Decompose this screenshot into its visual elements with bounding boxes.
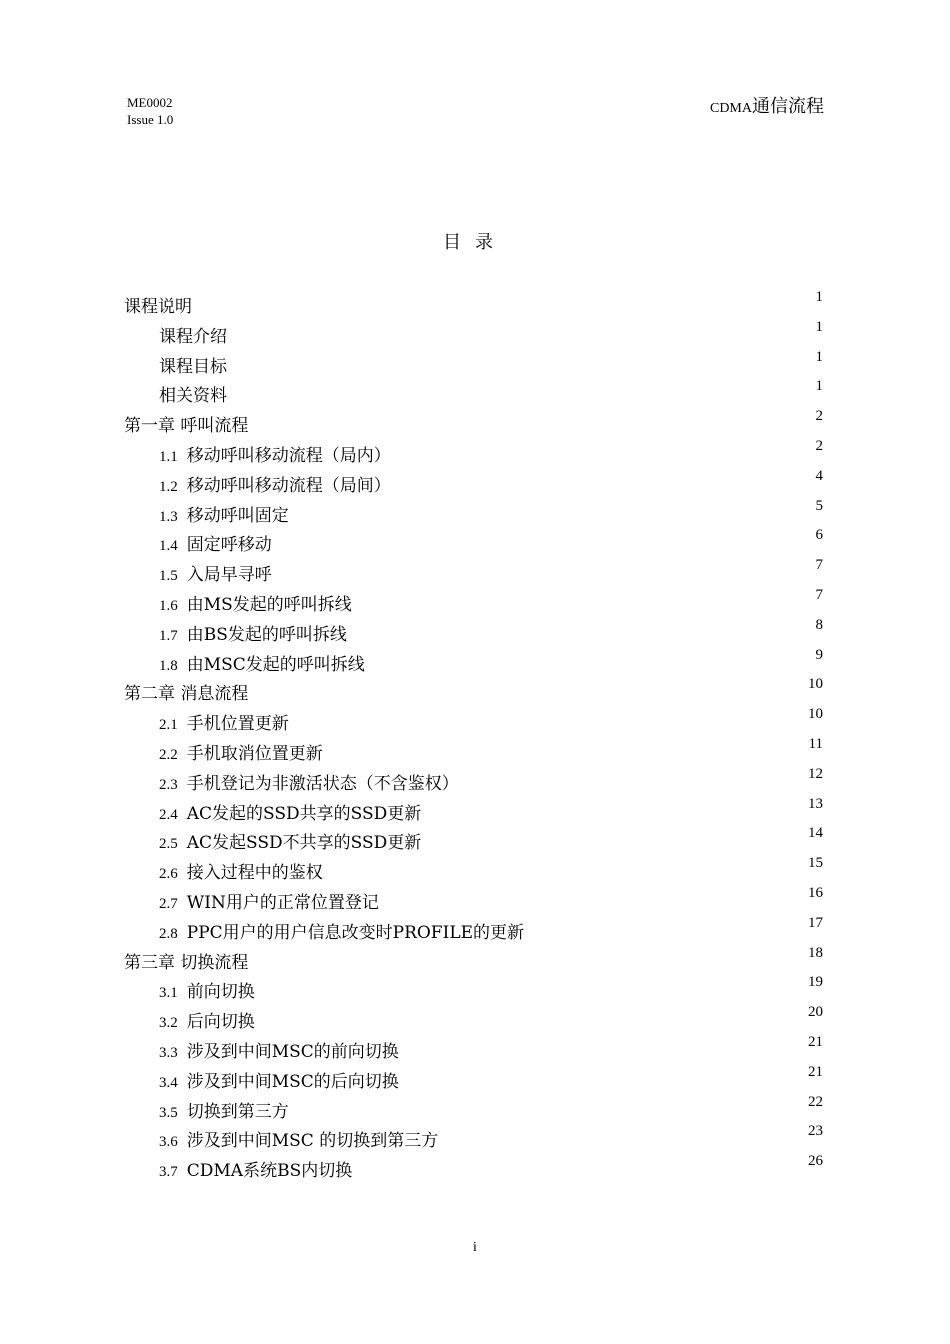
toc-entry-number: 3.2 <box>159 1015 178 1032</box>
toc-entry-label <box>159 353 227 381</box>
toc-entry-page: 2 <box>815 408 823 425</box>
toc-entry-title: AC发起的SSD共享的SSD更新 <box>186 803 422 824</box>
toc-entry-label <box>159 1038 399 1067</box>
doc-header-title <box>710 92 824 118</box>
toc-entry-number: 3.4 <box>159 1074 178 1091</box>
toc-entry-title: 涉及到中间MSC的前向切换 <box>186 1042 399 1062</box>
toc-entry-number: 1.8 <box>159 657 178 674</box>
toc-entry-number: 2.6 <box>159 866 178 883</box>
doc-title-latin: CDMA <box>709 101 752 116</box>
toc-entry-page: 20 <box>808 1004 823 1021</box>
toc-entry-number: 3.7 <box>159 1164 178 1181</box>
toc-entry-page: 18 <box>808 944 823 961</box>
toc-entry-label <box>159 651 365 680</box>
toc-entry-page: 17 <box>808 914 823 931</box>
toc-entry[interactable] <box>0 408 950 440</box>
toc-entry-title: 第一章 呼叫流程 <box>124 416 249 437</box>
toc-entry-title: 第二章 消息流程 <box>124 684 249 705</box>
toc-entry-page: 23 <box>808 1123 823 1140</box>
toc-entry-page: 1 <box>815 289 823 305</box>
toc-entry[interactable] <box>0 527 950 559</box>
toc-entry-label <box>159 770 459 799</box>
toc-entry-label <box>159 502 289 531</box>
toc-entry-label <box>159 591 352 620</box>
toc-entry-page: 16 <box>808 885 823 901</box>
toc-entry-title: 移动呼叫移动流程（局内） <box>186 446 391 466</box>
toc-entry-number: 1.4 <box>159 538 178 555</box>
toc-entry-number: 2.4 <box>159 806 178 823</box>
toc-entry-title: 手机登记为非激活状态（不含鉴权） <box>186 773 459 794</box>
toc-entry-page: 1 <box>815 378 823 395</box>
toc-entry-page: 22 <box>808 1093 823 1110</box>
toc-entry-label <box>159 859 323 888</box>
toc-entry-label <box>159 1098 289 1127</box>
toc-entry-label <box>159 621 347 650</box>
toc-entry-number: 2.1 <box>159 717 178 734</box>
toc-entry-title: 移动呼叫固定 <box>186 505 289 526</box>
toc-entry[interactable] <box>0 378 950 410</box>
toc-entry-label <box>159 561 272 590</box>
toc-entry-number: 3.6 <box>159 1134 178 1151</box>
toc-entry-title: 手机取消位置更新 <box>186 744 323 764</box>
toc-entry-label <box>159 919 524 948</box>
toc-entry-title: 由BS发起的呼叫拆线 <box>186 624 347 645</box>
toc-entry-title: 前向切换 <box>186 982 255 1003</box>
toc-entry-label <box>159 1008 255 1037</box>
page-number: i <box>473 1240 477 1255</box>
toc-entry-number: 1.1 <box>159 449 178 465</box>
toc-entry-label <box>159 889 379 918</box>
toc-entry-label <box>159 1157 352 1186</box>
toc-entry-page: 15 <box>808 855 823 872</box>
toc-entry-title: 由MS发起的呼叫拆线 <box>186 595 352 615</box>
toc-entry-number: 3.3 <box>159 1045 178 1061</box>
toc-entry-title: 固定呼移动 <box>186 535 272 556</box>
toc-entry-title: 涉及到中间MSC 的切换到第三方 <box>186 1131 439 1152</box>
toc-entry-page: 7 <box>815 587 823 603</box>
toc-entry-page: 21 <box>808 1034 823 1050</box>
toc-entry-label <box>159 1127 438 1156</box>
toc-entry[interactable] <box>0 438 950 470</box>
toc-entry-page: 12 <box>808 765 823 782</box>
toc-entry-number: 2.2 <box>159 747 178 763</box>
toc-entry-page: 26 <box>808 1153 823 1170</box>
toc-entry-page: 14 <box>808 825 823 842</box>
toc-entry-title: 移动呼叫移动流程（局间） <box>186 475 391 496</box>
toc-entry-title: 手机位置更新 <box>186 714 289 735</box>
toc-entry-title: 课程说明 <box>124 297 192 317</box>
toc-entry[interactable] <box>0 587 950 619</box>
toc-entry-title: AC发起SSD不共享的SSD更新 <box>186 833 422 854</box>
toc-entry-page: 2 <box>815 438 823 454</box>
toc-entry[interactable] <box>0 706 950 738</box>
toc-entry-title: 相关资料 <box>159 386 227 407</box>
toc-entry-page: 8 <box>815 616 823 633</box>
toc-entry-page: 1 <box>815 318 823 335</box>
toc-entry[interactable] <box>0 497 950 530</box>
toc-entry-label <box>159 800 421 829</box>
toc-entry-page: 21 <box>808 1063 823 1080</box>
toc-entry-page: 7 <box>815 557 823 574</box>
toc-entry-title: 入局早寻呼 <box>186 565 272 586</box>
toc-entry-number: 2.8 <box>159 925 178 942</box>
toc-entry-number: 1.6 <box>159 598 178 614</box>
toc-entry-page: 19 <box>808 974 823 991</box>
toc-entry-label <box>159 1068 399 1097</box>
toc-entry-title: PPC用户的用户信息改变时PROFILE的更新 <box>186 922 525 943</box>
toc-entry-title: 接入过程中的鉴权 <box>186 863 323 884</box>
toc-entry-number: 2.7 <box>159 896 178 912</box>
toc-entry-label <box>159 442 391 471</box>
toc-entry[interactable] <box>0 289 950 321</box>
toc-entry-label <box>124 293 192 321</box>
toc-entry-label <box>159 531 272 560</box>
toc-entry-title: 第三章 切换流程 <box>124 952 249 973</box>
doc-title-cn: 通信流程 <box>752 96 824 117</box>
toc-entry-label <box>124 680 248 708</box>
toc-entry-number: 2.5 <box>159 836 178 853</box>
toc-entry-title: WIN用户的正常位置登记 <box>186 893 379 913</box>
toc-entry-page: 5 <box>815 497 823 514</box>
toc-entry-number: 1.5 <box>159 568 178 585</box>
toc-entry-title: 课程介绍 <box>159 326 227 347</box>
toc-heading: 目录 <box>443 232 507 253</box>
toc-entry-page: 6 <box>815 527 823 544</box>
doc-issue: Issue 1.0 <box>127 112 174 127</box>
toc-entry[interactable] <box>0 616 950 649</box>
toc-entry-number: 3.1 <box>159 985 178 1002</box>
toc-entry-title: CDMA系统BS内切换 <box>186 1161 353 1182</box>
toc-entry[interactable] <box>0 318 950 351</box>
toc-entry-label <box>159 472 391 501</box>
toc-entry-label <box>124 949 248 977</box>
doc-header-left <box>127 94 173 128</box>
doc-code: ME0002 <box>127 95 173 110</box>
toc-entry-title: 涉及到中间MSC的后向切换 <box>186 1071 399 1092</box>
toc-entry-label <box>159 740 323 769</box>
toc-entry-label <box>159 978 255 1007</box>
toc-entry-page: 9 <box>815 646 823 663</box>
toc-entry-title: 由MSC发起的呼叫拆线 <box>186 654 365 675</box>
toc-entry-page: 10 <box>808 706 823 723</box>
toc-entry-page: 4 <box>815 467 823 484</box>
toc-entry-title: 课程目标 <box>159 356 227 377</box>
toc-entry-label <box>159 710 289 739</box>
toc-entry-page: 11 <box>808 736 823 752</box>
toc-entry[interactable] <box>0 1153 950 1185</box>
toc-entry-page: 10 <box>808 676 823 693</box>
toc-entry-number: 1.3 <box>159 508 178 525</box>
toc-entry-number: 1.7 <box>159 627 178 644</box>
toc-entry-number: 2.3 <box>159 776 178 793</box>
toc-entry-number: 1.2 <box>159 478 178 495</box>
toc-entry-page: 1 <box>815 348 823 365</box>
toc-entry-label <box>159 382 227 410</box>
toc-entry-label <box>159 323 227 351</box>
toc-entry-label <box>159 829 421 858</box>
toc-entry[interactable] <box>0 348 950 381</box>
toc-entry-number: 3.5 <box>159 1104 178 1121</box>
toc-entry-label <box>124 412 248 440</box>
toc-entry-title: 后向切换 <box>186 1012 255 1033</box>
toc-entry[interactable] <box>0 557 950 589</box>
toc-entry-title: 切换到第三方 <box>186 1101 289 1122</box>
toc-entry-page: 13 <box>808 795 823 812</box>
toc-entry[interactable] <box>0 467 950 500</box>
